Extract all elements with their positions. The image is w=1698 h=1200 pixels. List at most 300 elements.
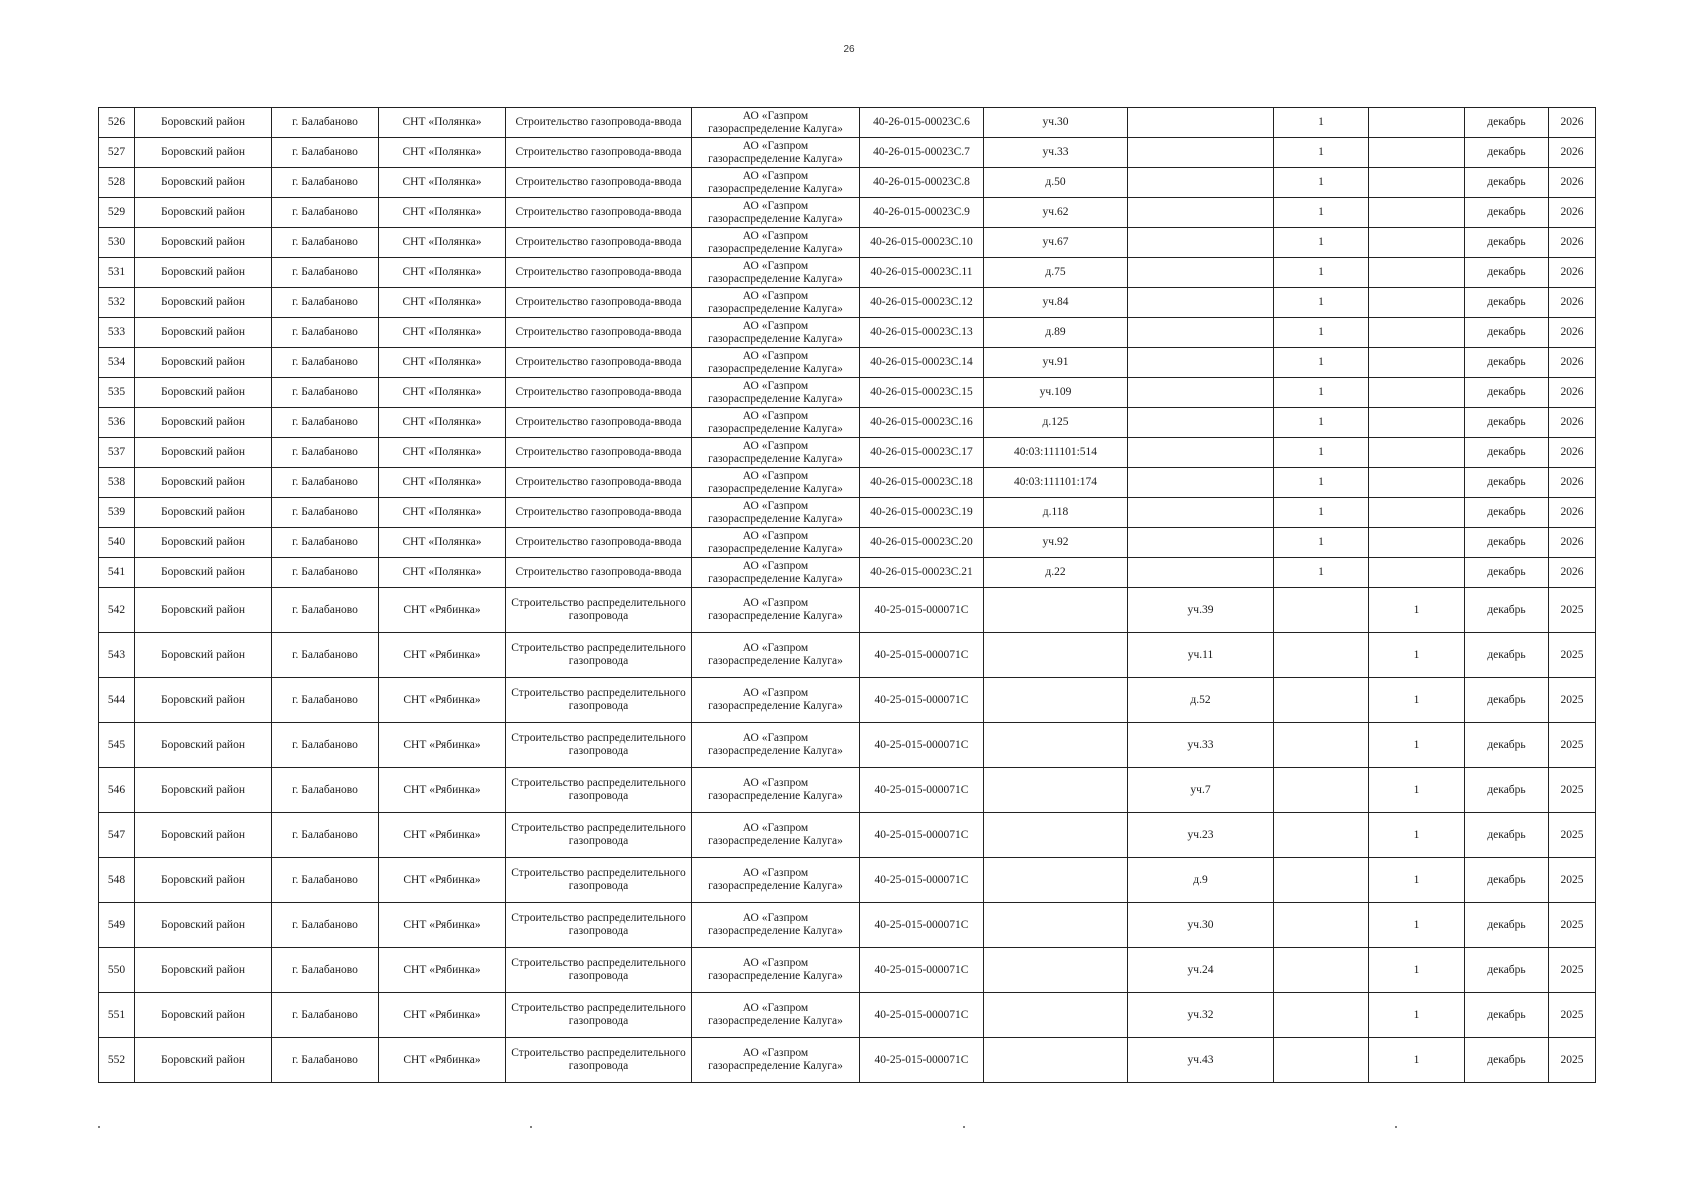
- district-cell: Боровский район: [135, 588, 272, 633]
- district-cell: Боровский район: [135, 168, 272, 198]
- table-row: [99, 558, 1596, 588]
- organization-line-1: АО «Газпром: [742, 1047, 809, 1059]
- plot-number-cell: [984, 633, 1128, 678]
- count-alt-cell: [1369, 378, 1465, 408]
- count-alt-cell: [1369, 468, 1465, 498]
- scan-mark: [530, 1126, 532, 1128]
- organization-cell: [692, 318, 860, 348]
- organization-line-1: АО «Газпром: [742, 597, 809, 609]
- plot-number-alt-cell: [1128, 528, 1274, 558]
- month-cell: декабрь: [1465, 438, 1549, 468]
- count-cell: 1: [1274, 138, 1369, 168]
- work-type-cell: Строительство распределительного газопровода: [506, 768, 692, 813]
- plot-number-cell: [984, 903, 1128, 948]
- city-cell: г. Балабаново: [272, 288, 379, 318]
- organization-line-2: газораспределение Калуга»: [708, 790, 843, 802]
- month-cell: декабрь: [1465, 1038, 1549, 1083]
- organization-line-1: АО «Газпром: [742, 1002, 809, 1014]
- snt-cell: СНТ «Рябинка»: [379, 723, 506, 768]
- count-cell: [1274, 858, 1369, 903]
- object-code-cell: 40-25-015-000071С: [860, 993, 984, 1038]
- organization-line-1: АО «Газпром: [742, 912, 809, 924]
- year-cell: 2026: [1549, 528, 1596, 558]
- organization-line-2: газораспределение Калуга»: [708, 212, 843, 225]
- count-alt-cell: 1: [1369, 813, 1465, 858]
- object-code-cell: 40-25-015-000071С: [860, 813, 984, 858]
- organization-line-1: АО «Газпром: [742, 469, 809, 482]
- table-row: [99, 468, 1596, 498]
- city-cell: г. Балабаново: [272, 438, 379, 468]
- scan-mark: [963, 1126, 965, 1128]
- year-cell: 2025: [1549, 813, 1596, 858]
- plot-number-alt-cell: [1128, 498, 1274, 528]
- snt-cell: СНТ «Рябинка»: [379, 633, 506, 678]
- city-cell: г. Балабаново: [272, 198, 379, 228]
- snt-cell: СНТ «Полянка»: [379, 348, 506, 378]
- snt-cell: СНТ «Рябинка»: [379, 948, 506, 993]
- plot-number-cell: 40:03:111101:174: [984, 468, 1128, 498]
- plot-number-cell: [984, 993, 1128, 1038]
- row-number-cell: 548: [99, 858, 135, 903]
- organization-line-2: газораспределение Калуга»: [708, 242, 843, 255]
- row-number-cell: 536: [99, 408, 135, 438]
- plot-number-cell: [984, 1038, 1128, 1083]
- organization-line-2: газораспределение Калуга»: [708, 302, 843, 315]
- count-cell: [1274, 723, 1369, 768]
- organization-cell: [692, 348, 860, 378]
- month-cell: декабрь: [1465, 168, 1549, 198]
- month-cell: декабрь: [1465, 318, 1549, 348]
- organization-line-1: АО «Газпром: [742, 109, 809, 122]
- organization-cell: [692, 633, 860, 678]
- organization-line-1: АО «Газпром: [742, 642, 809, 654]
- organization-cell: [692, 678, 860, 723]
- organization-line-2: газораспределение Калуга»: [708, 835, 843, 847]
- row-number-cell: 543: [99, 633, 135, 678]
- organization-line-1: АО «Газпром: [742, 822, 809, 834]
- count-alt-cell: [1369, 318, 1465, 348]
- plot-number-cell: д.125: [984, 408, 1128, 438]
- snt-cell: СНТ «Полянка»: [379, 108, 506, 138]
- table-row: [99, 438, 1596, 468]
- organization-line-1: АО «Газпром: [742, 559, 809, 572]
- row-number-cell: 552: [99, 1038, 135, 1083]
- row-number-cell: 551: [99, 993, 135, 1038]
- plot-number-cell: д.89: [984, 318, 1128, 348]
- month-cell: декабрь: [1465, 948, 1549, 993]
- city-cell: г. Балабаново: [272, 528, 379, 558]
- organization-cell: [692, 993, 860, 1038]
- work-type-cell: Строительство газопровода-ввода: [506, 378, 692, 408]
- organization-line-1: АО «Газпром: [742, 439, 809, 452]
- count-cell: [1274, 768, 1369, 813]
- count-alt-cell: [1369, 348, 1465, 378]
- object-code-cell: 40-25-015-000071С: [860, 1038, 984, 1083]
- table-row: [99, 498, 1596, 528]
- district-cell: Боровский район: [135, 198, 272, 228]
- table-row: [99, 528, 1596, 558]
- count-cell: 1: [1274, 378, 1369, 408]
- count-alt-cell: 1: [1369, 723, 1465, 768]
- count-alt-cell: [1369, 528, 1465, 558]
- snt-cell: СНТ «Полянка»: [379, 528, 506, 558]
- snt-cell: СНТ «Рябинка»: [379, 678, 506, 723]
- row-number-cell: 541: [99, 558, 135, 588]
- month-cell: декабрь: [1465, 498, 1549, 528]
- count-alt-cell: [1369, 498, 1465, 528]
- plot-number-alt-cell: уч.23: [1128, 813, 1274, 858]
- row-number-cell: 542: [99, 588, 135, 633]
- district-cell: Боровский район: [135, 258, 272, 288]
- row-number-cell: 550: [99, 948, 135, 993]
- plot-number-alt-cell: [1128, 138, 1274, 168]
- organization-line-1: АО «Газпром: [742, 867, 809, 879]
- organization-line-2: газораспределение Калуга»: [708, 152, 843, 165]
- work-type-cell: Строительство газопровода-ввода: [506, 258, 692, 288]
- year-cell: 2026: [1549, 198, 1596, 228]
- organization-line-1: АО «Газпром: [742, 229, 809, 242]
- count-cell: [1274, 813, 1369, 858]
- count-alt-cell: [1369, 138, 1465, 168]
- district-cell: Боровский район: [135, 903, 272, 948]
- district-cell: Боровский район: [135, 1038, 272, 1083]
- organization-cell: [692, 768, 860, 813]
- snt-cell: СНТ «Рябинка»: [379, 903, 506, 948]
- row-number-cell: 531: [99, 258, 135, 288]
- organization-line-1: АО «Газпром: [742, 529, 809, 542]
- work-type-cell: Строительство газопровода-ввода: [506, 348, 692, 378]
- city-cell: г. Балабаново: [272, 168, 379, 198]
- plot-number-cell: уч.92: [984, 528, 1128, 558]
- count-alt-cell: [1369, 198, 1465, 228]
- plot-number-alt-cell: [1128, 378, 1274, 408]
- object-code-cell: 40-25-015-000071С: [860, 633, 984, 678]
- plot-number-cell: уч.30: [984, 108, 1128, 138]
- organization-cell: [692, 1038, 860, 1083]
- plot-number-cell: д.22: [984, 558, 1128, 588]
- table-row: [99, 108, 1596, 138]
- year-cell: 2025: [1549, 588, 1596, 633]
- table-row: [99, 168, 1596, 198]
- year-cell: 2025: [1549, 993, 1596, 1038]
- work-type-cell: Строительство газопровода-ввода: [506, 498, 692, 528]
- count-cell: 1: [1274, 168, 1369, 198]
- count-cell: [1274, 588, 1369, 633]
- month-cell: декабрь: [1465, 768, 1549, 813]
- count-alt-cell: [1369, 408, 1465, 438]
- table-row: [99, 723, 1596, 768]
- row-number-cell: 547: [99, 813, 135, 858]
- work-type-cell: Строительство распределительного газопровода: [506, 588, 692, 633]
- plot-number-alt-cell: [1128, 348, 1274, 378]
- organization-line-1: АО «Газпром: [742, 259, 809, 272]
- table-row: [99, 318, 1596, 348]
- plot-number-alt-cell: [1128, 468, 1274, 498]
- table-row: [99, 678, 1596, 723]
- table-row: [99, 768, 1596, 813]
- month-cell: декабрь: [1465, 258, 1549, 288]
- plot-number-cell: уч.67: [984, 228, 1128, 258]
- plot-number-cell: [984, 813, 1128, 858]
- organization-line-1: АО «Газпром: [742, 319, 809, 332]
- count-alt-cell: 1: [1369, 993, 1465, 1038]
- snt-cell: СНТ «Рябинка»: [379, 993, 506, 1038]
- year-cell: 2026: [1549, 228, 1596, 258]
- count-alt-cell: [1369, 258, 1465, 288]
- organization-line-1: АО «Газпром: [742, 289, 809, 302]
- city-cell: г. Балабаново: [272, 723, 379, 768]
- district-cell: Боровский район: [135, 678, 272, 723]
- plot-number-cell: 40:03:111101:514: [984, 438, 1128, 468]
- count-cell: [1274, 903, 1369, 948]
- count-cell: 1: [1274, 348, 1369, 378]
- year-cell: 2025: [1549, 948, 1596, 993]
- plot-number-cell: д.75: [984, 258, 1128, 288]
- work-type-cell: Строительство распределительного газопровода: [506, 858, 692, 903]
- year-cell: 2025: [1549, 633, 1596, 678]
- organization-line-2: газораспределение Калуга»: [708, 122, 843, 135]
- organization-line-1: АО «Газпром: [742, 499, 809, 512]
- table-row: [99, 948, 1596, 993]
- city-cell: г. Балабаново: [272, 108, 379, 138]
- plot-number-cell: уч.62: [984, 198, 1128, 228]
- organization-line-2: газораспределение Калуга»: [708, 880, 843, 892]
- table-row: [99, 288, 1596, 318]
- plot-number-cell: уч.91: [984, 348, 1128, 378]
- snt-cell: СНТ «Полянка»: [379, 288, 506, 318]
- district-cell: Боровский район: [135, 528, 272, 558]
- plot-number-alt-cell: [1128, 558, 1274, 588]
- year-cell: 2026: [1549, 438, 1596, 468]
- year-cell: 2026: [1549, 378, 1596, 408]
- work-type-cell: Строительство газопровода-ввода: [506, 198, 692, 228]
- month-cell: декабрь: [1465, 723, 1549, 768]
- table-row: [99, 993, 1596, 1038]
- table-row: [99, 633, 1596, 678]
- plot-number-alt-cell: [1128, 318, 1274, 348]
- organization-cell: [692, 258, 860, 288]
- count-cell: [1274, 948, 1369, 993]
- city-cell: г. Балабаново: [272, 138, 379, 168]
- snt-cell: СНТ «Полянка»: [379, 468, 506, 498]
- work-type-cell: Строительство газопровода-ввода: [506, 558, 692, 588]
- work-type-cell: Строительство газопровода-ввода: [506, 228, 692, 258]
- city-cell: г. Балабаново: [272, 408, 379, 438]
- work-type-cell: Строительство газопровода-ввода: [506, 528, 692, 558]
- month-cell: декабрь: [1465, 228, 1549, 258]
- object-code-cell: 40-26-015-00023С.12: [860, 288, 984, 318]
- organization-line-2: газораспределение Калуга»: [708, 700, 843, 712]
- organization-cell: [692, 378, 860, 408]
- row-number-cell: 528: [99, 168, 135, 198]
- city-cell: г. Балабаново: [272, 813, 379, 858]
- count-alt-cell: 1: [1369, 588, 1465, 633]
- object-code-cell: 40-25-015-000071С: [860, 948, 984, 993]
- organization-line-1: АО «Газпром: [742, 777, 809, 789]
- object-code-cell: 40-25-015-000071С: [860, 588, 984, 633]
- count-alt-cell: 1: [1369, 903, 1465, 948]
- object-code-cell: 40-26-015-00023С.17: [860, 438, 984, 468]
- district-cell: Боровский район: [135, 993, 272, 1038]
- organization-cell: [692, 948, 860, 993]
- district-cell: Боровский район: [135, 813, 272, 858]
- year-cell: 2025: [1549, 903, 1596, 948]
- month-cell: декабрь: [1465, 558, 1549, 588]
- year-cell: 2026: [1549, 318, 1596, 348]
- plot-number-alt-cell: уч.43: [1128, 1038, 1274, 1083]
- work-type-cell: Строительство газопровода-ввода: [506, 108, 692, 138]
- row-number-cell: 544: [99, 678, 135, 723]
- work-type-cell: Строительство распределительного газопровода: [506, 678, 692, 723]
- organization-cell: [692, 198, 860, 228]
- year-cell: 2025: [1549, 678, 1596, 723]
- row-number-cell: 540: [99, 528, 135, 558]
- object-code-cell: 40-26-015-00023С.14: [860, 348, 984, 378]
- organization-cell: [692, 468, 860, 498]
- plot-number-alt-cell: уч.11: [1128, 633, 1274, 678]
- work-type-cell: Строительство газопровода-ввода: [506, 168, 692, 198]
- plot-number-alt-cell: уч.32: [1128, 993, 1274, 1038]
- plot-number-alt-cell: [1128, 438, 1274, 468]
- year-cell: 2025: [1549, 723, 1596, 768]
- count-cell: 1: [1274, 468, 1369, 498]
- count-alt-cell: 1: [1369, 858, 1465, 903]
- object-code-cell: 40-26-015-00023С.21: [860, 558, 984, 588]
- snt-cell: СНТ «Полянка»: [379, 498, 506, 528]
- work-type-cell: Строительство распределительного газопровода: [506, 948, 692, 993]
- district-cell: Боровский район: [135, 108, 272, 138]
- year-cell: 2025: [1549, 1038, 1596, 1083]
- year-cell: 2026: [1549, 288, 1596, 318]
- organization-line-2: газораспределение Калуга»: [708, 572, 843, 585]
- district-cell: Боровский район: [135, 378, 272, 408]
- table-row: [99, 228, 1596, 258]
- organization-cell: [692, 858, 860, 903]
- plot-number-alt-cell: [1128, 228, 1274, 258]
- organization-line-1: АО «Газпром: [742, 199, 809, 212]
- row-number-cell: 549: [99, 903, 135, 948]
- organization-cell: [692, 723, 860, 768]
- organization-line-2: газораспределение Калуга»: [708, 655, 843, 667]
- month-cell: декабрь: [1465, 108, 1549, 138]
- count-cell: 1: [1274, 558, 1369, 588]
- count-alt-cell: [1369, 438, 1465, 468]
- snt-cell: СНТ «Полянка»: [379, 228, 506, 258]
- count-cell: 1: [1274, 198, 1369, 228]
- count-cell: [1274, 633, 1369, 678]
- table-row: [99, 138, 1596, 168]
- work-type-cell: Строительство газопровода-ввода: [506, 138, 692, 168]
- work-type-cell: Строительство распределительного газопровода: [506, 813, 692, 858]
- month-cell: декабрь: [1465, 678, 1549, 723]
- organization-line-2: газораспределение Калуга»: [708, 482, 843, 495]
- count-alt-cell: 1: [1369, 768, 1465, 813]
- month-cell: декабрь: [1465, 138, 1549, 168]
- month-cell: декабрь: [1465, 813, 1549, 858]
- row-number-cell: 527: [99, 138, 135, 168]
- organization-line-2: газораспределение Калуга»: [708, 272, 843, 285]
- year-cell: 2026: [1549, 348, 1596, 378]
- count-alt-cell: [1369, 288, 1465, 318]
- month-cell: декабрь: [1465, 858, 1549, 903]
- object-code-cell: 40-25-015-000071С: [860, 678, 984, 723]
- snt-cell: СНТ «Полянка»: [379, 138, 506, 168]
- row-number-cell: 537: [99, 438, 135, 468]
- organization-line-2: газораспределение Калуга»: [708, 610, 843, 622]
- count-cell: 1: [1274, 528, 1369, 558]
- plot-number-cell: [984, 858, 1128, 903]
- count-alt-cell: [1369, 108, 1465, 138]
- plot-number-cell: уч.33: [984, 138, 1128, 168]
- count-cell: [1274, 993, 1369, 1038]
- row-number-cell: 545: [99, 723, 135, 768]
- object-code-cell: 40-26-015-00023С.11: [860, 258, 984, 288]
- count-alt-cell: [1369, 168, 1465, 198]
- city-cell: г. Балабаново: [272, 258, 379, 288]
- work-type-cell: Строительство распределительного газопровода: [506, 993, 692, 1038]
- plot-number-alt-cell: [1128, 408, 1274, 438]
- count-alt-cell: [1369, 558, 1465, 588]
- row-number-cell: 535: [99, 378, 135, 408]
- city-cell: г. Балабаново: [272, 858, 379, 903]
- organization-line-2: газораспределение Калуга»: [708, 970, 843, 982]
- month-cell: декабрь: [1465, 903, 1549, 948]
- district-cell: Боровский район: [135, 408, 272, 438]
- snt-cell: СНТ «Рябинка»: [379, 588, 506, 633]
- organization-line-1: АО «Газпром: [742, 349, 809, 362]
- work-type-cell: Строительство распределительного газопровода: [506, 1038, 692, 1083]
- plot-number-cell: уч.109: [984, 378, 1128, 408]
- count-cell: 1: [1274, 438, 1369, 468]
- organization-line-2: газораспределение Калуга»: [708, 362, 843, 375]
- organization-cell: [692, 288, 860, 318]
- district-cell: Боровский район: [135, 288, 272, 318]
- table-row: [99, 258, 1596, 288]
- district-cell: Боровский район: [135, 498, 272, 528]
- plot-number-alt-cell: [1128, 288, 1274, 318]
- city-cell: г. Балабаново: [272, 318, 379, 348]
- district-cell: Боровский район: [135, 633, 272, 678]
- city-cell: г. Балабаново: [272, 993, 379, 1038]
- table-body: [99, 108, 1596, 1083]
- schedule-table: [98, 107, 1596, 1083]
- snt-cell: СНТ «Полянка»: [379, 198, 506, 228]
- work-type-cell: Строительство распределительного газопровода: [506, 633, 692, 678]
- month-cell: декабрь: [1465, 288, 1549, 318]
- month-cell: декабрь: [1465, 528, 1549, 558]
- count-cell: 1: [1274, 288, 1369, 318]
- plot-number-alt-cell: уч.24: [1128, 948, 1274, 993]
- plot-number-cell: д.118: [984, 498, 1128, 528]
- organization-line-2: газораспределение Калуга»: [708, 745, 843, 757]
- plot-number-cell: д.50: [984, 168, 1128, 198]
- object-code-cell: 40-26-015-00023С.7: [860, 138, 984, 168]
- table-row: [99, 408, 1596, 438]
- table-row: [99, 813, 1596, 858]
- district-cell: Боровский район: [135, 723, 272, 768]
- work-type-cell: Строительство газопровода-ввода: [506, 318, 692, 348]
- plot-number-cell: уч.84: [984, 288, 1128, 318]
- object-code-cell: 40-26-015-00023С.13: [860, 318, 984, 348]
- work-type-cell: Строительство распределительного газопровода: [506, 723, 692, 768]
- row-number-cell: 526: [99, 108, 135, 138]
- object-code-cell: 40-25-015-000071С: [860, 768, 984, 813]
- object-code-cell: 40-25-015-000071С: [860, 858, 984, 903]
- district-cell: Боровский район: [135, 318, 272, 348]
- object-code-cell: 40-26-015-00023С.20: [860, 528, 984, 558]
- organization-cell: [692, 498, 860, 528]
- district-cell: Боровский район: [135, 228, 272, 258]
